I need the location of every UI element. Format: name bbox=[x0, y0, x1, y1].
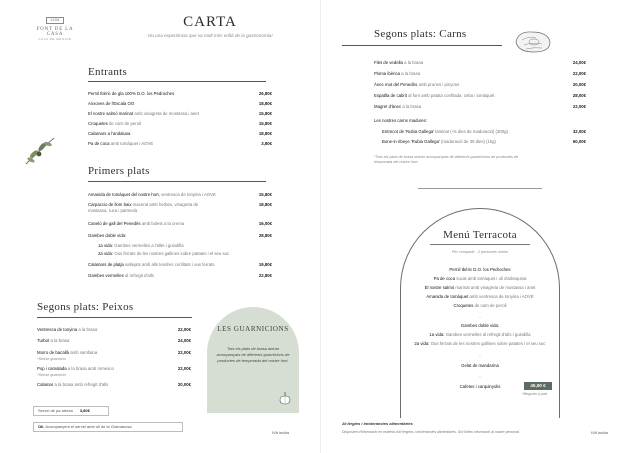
menu-item: El nostre salmó marinat amb vinagreta de mostassa i anet bbox=[88, 111, 199, 116]
steak-icon bbox=[512, 28, 554, 56]
menu-item: Ànec mut del Penedès amb prunes i pinyons bbox=[374, 82, 460, 87]
terracota-subtitle: Per compartir - 2 persones mínim bbox=[451, 250, 509, 254]
terracota-gambes-line: 1a vida: Gambes vermelles al refregit d'alls i guindilla bbox=[429, 332, 531, 337]
item-price: 19,80€ bbox=[258, 262, 272, 267]
carns-rule bbox=[342, 45, 502, 46]
iva-note-right: IVA inclòs bbox=[591, 430, 609, 435]
item-price: 26,80€ bbox=[258, 91, 272, 96]
menu-item: Pernil Ibèric de gla 100% D.O. los Pedroches bbox=[88, 91, 175, 96]
logo-sub: CASA DE MENJAR bbox=[38, 37, 72, 41]
entrants-rule bbox=[88, 81, 266, 82]
menu-item: Amanida de tomàquet del nostre hort, ventresca de tonyina i AOVE bbox=[88, 192, 216, 197]
menu-item: Entrecot de 'Rubia Gallega' laminat (+5 dies de maduració) (300g) bbox=[382, 129, 508, 134]
menu-item: Calamars de platja saltejats amb alls tendres confitats i ous ferrats bbox=[88, 262, 215, 267]
menu-item: Carpaccio de llom baix macerat amb herbes, vinagreta de mostassa, ruca i parmesà bbox=[88, 202, 199, 213]
item-price: 60,00€ bbox=[572, 139, 586, 144]
servei-pa-box bbox=[33, 406, 109, 416]
menu-item: Filet de vedella a la brasa bbox=[374, 60, 423, 65]
item-price: 18,80€ bbox=[258, 101, 272, 106]
item-price: 22,00€ bbox=[572, 104, 586, 109]
menu-item: Bone-in ribeye 'Rubia Gallega' (maduració de 30 dies) (1kg) bbox=[382, 139, 496, 144]
terracota-line: Pernil Ibèric D.O. los Pedroches bbox=[449, 267, 511, 272]
oli-text: Acompanyem el servei amb oli de la Gramanosa bbox=[45, 424, 132, 429]
item-price: 15,80€ bbox=[258, 192, 272, 197]
item-price: 18,80€ bbox=[258, 202, 272, 207]
item-price: 3,80€ bbox=[261, 141, 272, 146]
item-price: 15,80€ bbox=[258, 121, 272, 126]
madures-title: Les nostres carns madures: bbox=[374, 118, 428, 123]
restaurant-logo bbox=[28, 8, 82, 41]
terracota-gambes-line: 2a vida: Ous ferrats de les nostres gallines sobre patates i el seu suc bbox=[414, 341, 546, 346]
primers-rule bbox=[88, 181, 266, 182]
terracota-dessert: Gelat de mandarina bbox=[461, 363, 499, 368]
peixos-title: Segons plats: Peixos bbox=[37, 301, 134, 313]
servei-pa-price: 3,80€ bbox=[79, 408, 90, 413]
terracota-coffee: Cafetes i carquinyolis bbox=[459, 384, 501, 389]
menu-item: Magret d'ànec a la brasa bbox=[374, 104, 422, 109]
carns-bottom-rule bbox=[418, 188, 542, 189]
terracota-price-badge: 45,00 € bbox=[524, 382, 552, 390]
page-divider bbox=[320, 0, 321, 453]
item-price: 24,00€ bbox=[572, 60, 586, 65]
peixos-rule bbox=[37, 317, 192, 318]
item-price: 22,00€ bbox=[177, 327, 191, 332]
item-price: 28,00€ bbox=[572, 93, 586, 98]
olive-branch-icon bbox=[22, 132, 58, 168]
guarnicions-text: Tots els plats de brasa aniran acompanyats de diferents guarnicions de productes de temporada del nostre hort. bbox=[216, 346, 290, 364]
terracota-line: Pa de coca sucat amb tomàquet i oli d'arbequina bbox=[433, 276, 527, 281]
allergens-title: Al·lèrgies i intoleràncies alimentàries bbox=[342, 421, 413, 426]
terracota-separator: – bbox=[478, 373, 482, 378]
terracota-separator: – bbox=[478, 352, 482, 357]
oli-label: Oli. bbox=[38, 424, 45, 429]
terracota-line: Amanida de tomàquet amb ventresca de tonyina i AOVE bbox=[426, 294, 534, 299]
menu-item: Ventresca de tonyina a la brasa bbox=[37, 327, 98, 332]
allergens-text: Disposem d'informació en matèria d'al·lèrgens i intoleràncies alimentàries. Sol·liciteu informació al nostre personal. bbox=[342, 430, 520, 434]
item-price: 15,80€ bbox=[258, 111, 272, 116]
iva-note-left: IVA inclòs bbox=[272, 430, 290, 435]
carns-note: *Tots els plats de brasa aniran acompanyats de diferents guarnicions de productes de temporada del nostre hort. bbox=[374, 155, 519, 164]
item-price: 22,00€ bbox=[572, 71, 586, 76]
item-price: 22,00€ bbox=[177, 350, 191, 355]
gambes-line: 1a vida: Gambes vermelles a l'allet i guindilla bbox=[98, 243, 184, 248]
menu-item: Caneló de gall del Penedès amb bolets a la crema bbox=[88, 221, 185, 226]
terracota-line: Croquetes de carn de peroil bbox=[453, 303, 507, 308]
item-price: 18,80€ bbox=[258, 131, 272, 136]
servei-pa-label: Servei de pa artesà bbox=[38, 408, 73, 413]
carns-title: Segons plats: Carns bbox=[374, 28, 467, 40]
carta-title: CARTA bbox=[183, 14, 237, 30]
logo-badge: 1906 bbox=[46, 17, 64, 24]
menu-item: Morro de bacallà amb samfaina *Sense guarnició bbox=[37, 350, 98, 361]
menu-item: Pa de coca amb tomàquet i AOVE bbox=[88, 141, 154, 146]
terracota-title: Menú Terracota bbox=[443, 229, 517, 241]
menu-item: Gambes vermelles al refregit d'alls bbox=[88, 273, 154, 278]
menu-item: Anxoves de l'Escala OO bbox=[88, 101, 135, 106]
item-price: 22,80€ bbox=[258, 273, 272, 278]
menu-item: Calamar a la brasa amb refregit d'alls bbox=[37, 382, 109, 387]
guarnicions-title: LES GUARNICIONS bbox=[217, 325, 289, 333]
item-price: 24,00€ bbox=[177, 338, 191, 343]
menu-item: Espatlla de cabrit al forn amb patata confitada, ceba i tomàquet bbox=[374, 93, 495, 98]
terracota-separator: – bbox=[478, 314, 482, 319]
logo-name: FONT DE LA CASA bbox=[36, 27, 74, 37]
item-price: 20,00€ bbox=[177, 382, 191, 387]
entrants-title: Entrants bbox=[88, 66, 128, 78]
garlic-icon bbox=[276, 390, 294, 406]
menu-item: Ploma ibèrica a la brasa bbox=[374, 71, 421, 76]
item-price: 22,00€ bbox=[177, 366, 191, 371]
terracota-rule bbox=[430, 244, 530, 245]
item-price: 28,80€ bbox=[258, 233, 272, 238]
menu-item: Pop i camalada a la brasa amb romesco *Sense guarnició bbox=[37, 366, 114, 377]
gambes-line: 2a vida: Ous ferrats de les nostres gallines sobre patates i el seu suc bbox=[98, 251, 230, 256]
menu-item: Calamars a l'andalusa bbox=[88, 131, 131, 136]
menu-item: Turbot a la brasa bbox=[37, 338, 70, 343]
menu-item: Gambes doble vida: bbox=[88, 233, 127, 238]
primers-title: Primers plats bbox=[88, 165, 150, 177]
terracota-price-note: *Beguda a part bbox=[522, 392, 548, 396]
carta-subtitle: Viu una experiència que va molt més enllà de la gastronomia! bbox=[147, 33, 273, 38]
item-price: 32,00€ bbox=[572, 129, 586, 134]
item-price: 16,00€ bbox=[258, 221, 272, 226]
item-price: 20,00€ bbox=[572, 82, 586, 87]
terracota-line: El nostre salmó marinat amb vinagreta de mostassa i anet bbox=[424, 285, 536, 290]
menu-item: Croquetes de carn de peroil bbox=[88, 121, 142, 126]
oli-box bbox=[33, 422, 183, 432]
terracota-gambes-title: Gambes doble vida: bbox=[460, 323, 500, 328]
